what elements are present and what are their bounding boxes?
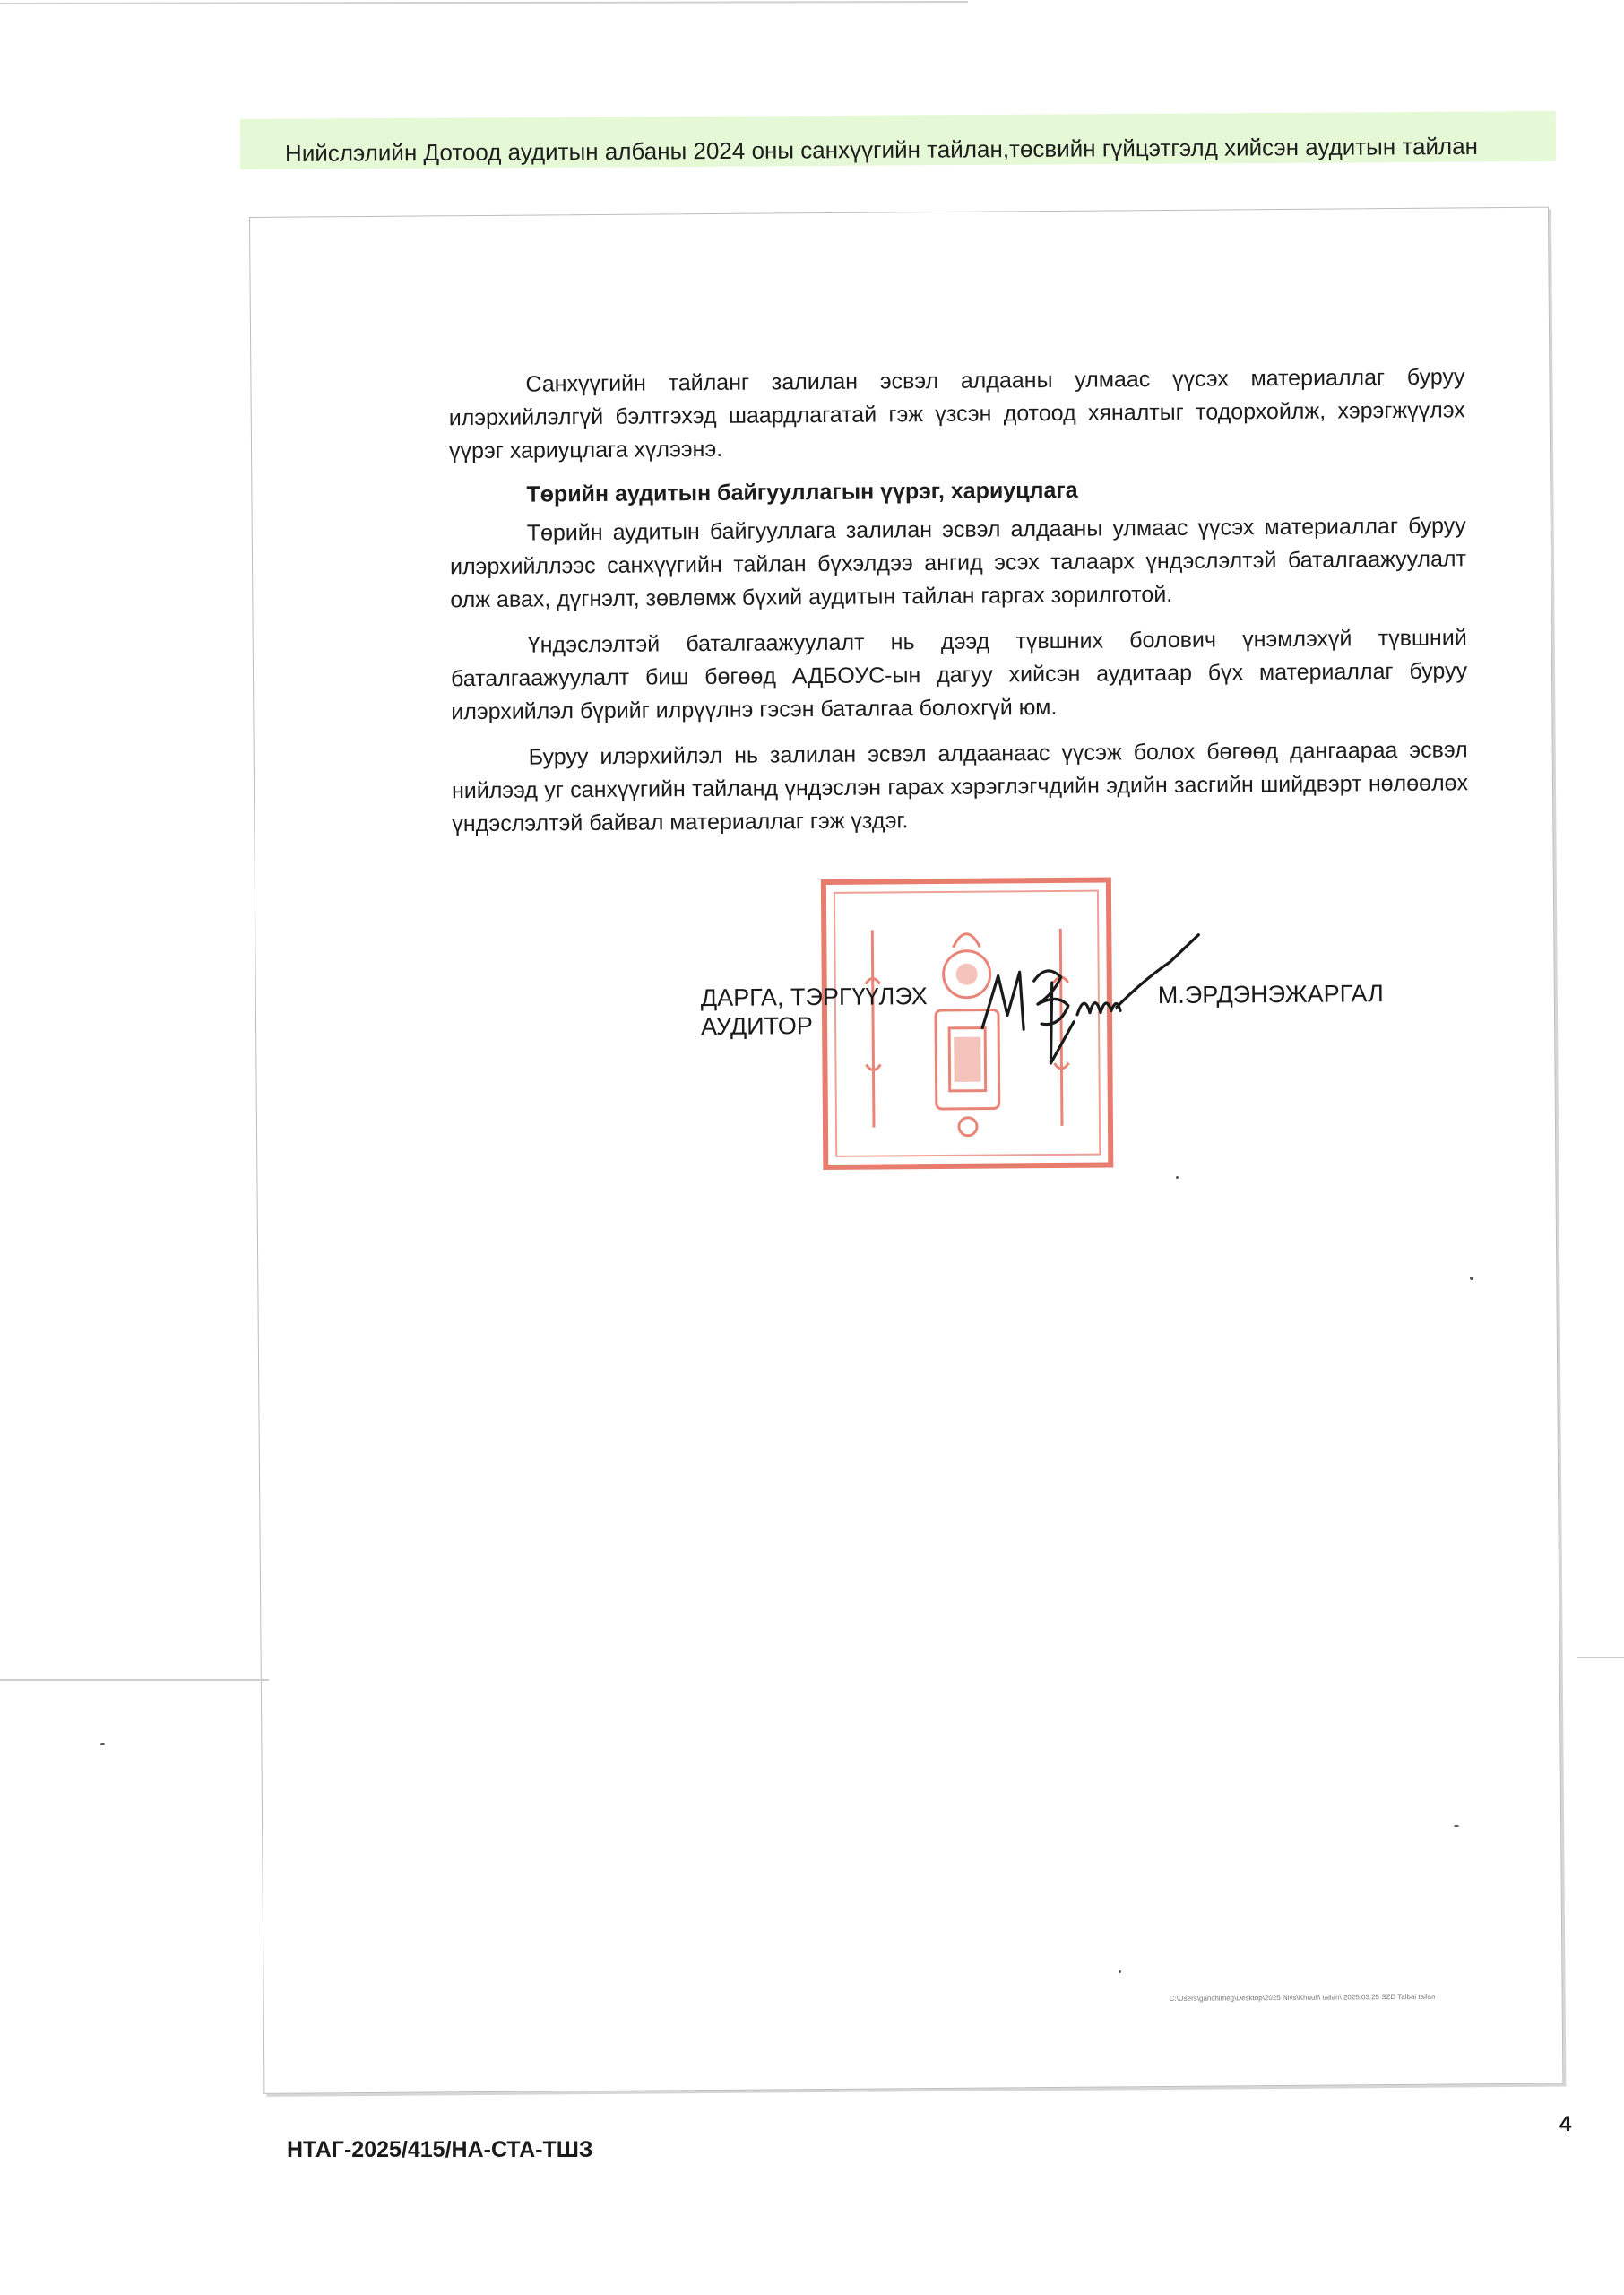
body-paragraph: Үндэслэлтэй баталгаажуулалт нь дээд түвшних болович үнэмлэхүй түвшний баталгаажуулалт биш бөгөөд АДБОУС-ын дагуу хийсэн аудитаар бүх материаллаг буруу илэрхийлэл бүрийг илрүүлнэ гэсэн баталгаа болохгүй юм. [450,625,1468,725]
body-paragraph: Төрийн аудитын байгууллага залилан эсвэл алдааны улмаас үүсэх материаллаг буруу илэрхийллээс санхүүгийн тайлан бүхэлдээ ангид эсэх талаарх үндэслэлтэй баталгаажуулалт олж авах, дүгнэлт, зөвлөмж бүхий аудитын тайлан гаргах зорилготой. [449,513,1467,613]
scan-artifact-line [1577,1657,1624,1658]
scan-speck [1176,1176,1179,1179]
signer-title: ДАРГА, ТЭРГҮҮЛЭХ АУДИТОР [700,983,928,1041]
section-heading: Төрийн аудитын байгууллагын үүрэг, хариуцлага [526,477,1078,507]
document-code: НТАГ-2025/415/НА-СТА-ТШЗ [287,2137,593,2162]
signature-block [250,208,1562,2093]
body-paragraph: Буруу илэрхийлэл нь залилан эсвэл алдаанаас үүсэж болох бөгөөд дангаараа эсвэл нийлээд уг санхүүгийн тайланд үндэслэн гарах хэрэглэгчдийн эдийн засгийн шийдвэрт нөлөөлөх үндэслэлтэй байвал материаллаг гэж үздэг. [451,737,1469,837]
scan-top-rule [0,0,968,9]
scan-speck [100,1743,105,1745]
page-number: 4 [1559,2112,1572,2136]
scan-speck [1470,1277,1473,1280]
scan-artifact-line [0,1679,269,1681]
scan-speck [1119,1970,1121,1973]
responsibility-paragraph: Санхүүгийн тайланг залилан эсвэл алдааны улмаас үүсэх материаллаг буруу илэрхийлэлгүй бэлтгэхэд шаардлагатай гэж үзсэн дотоод хяналтыг тодорхойлж, хэрэгжүүлэх үүрэг хариуцлага хүлээнэ. [448,364,1465,464]
scanned-page [249,207,1563,2094]
report-header-title: Нийслэлийн Дотоод аудитын албаны 2024 оны санхүүгийн тайлан,төсвийн гүйцэтгэлд хийсэн аудитын тайлан [284,132,1479,167]
signer-name: М.ЭРДЭНЭЖАРГАЛ [1157,980,1384,1009]
file-path-note: C:\Users\ganchimeg\Desktop\2025 Nivs\Khuuli\ tailan\ 2025.03.25 SZD Talbai tailan [1169,1992,1436,2003]
scan-speck [1454,1825,1459,1827]
